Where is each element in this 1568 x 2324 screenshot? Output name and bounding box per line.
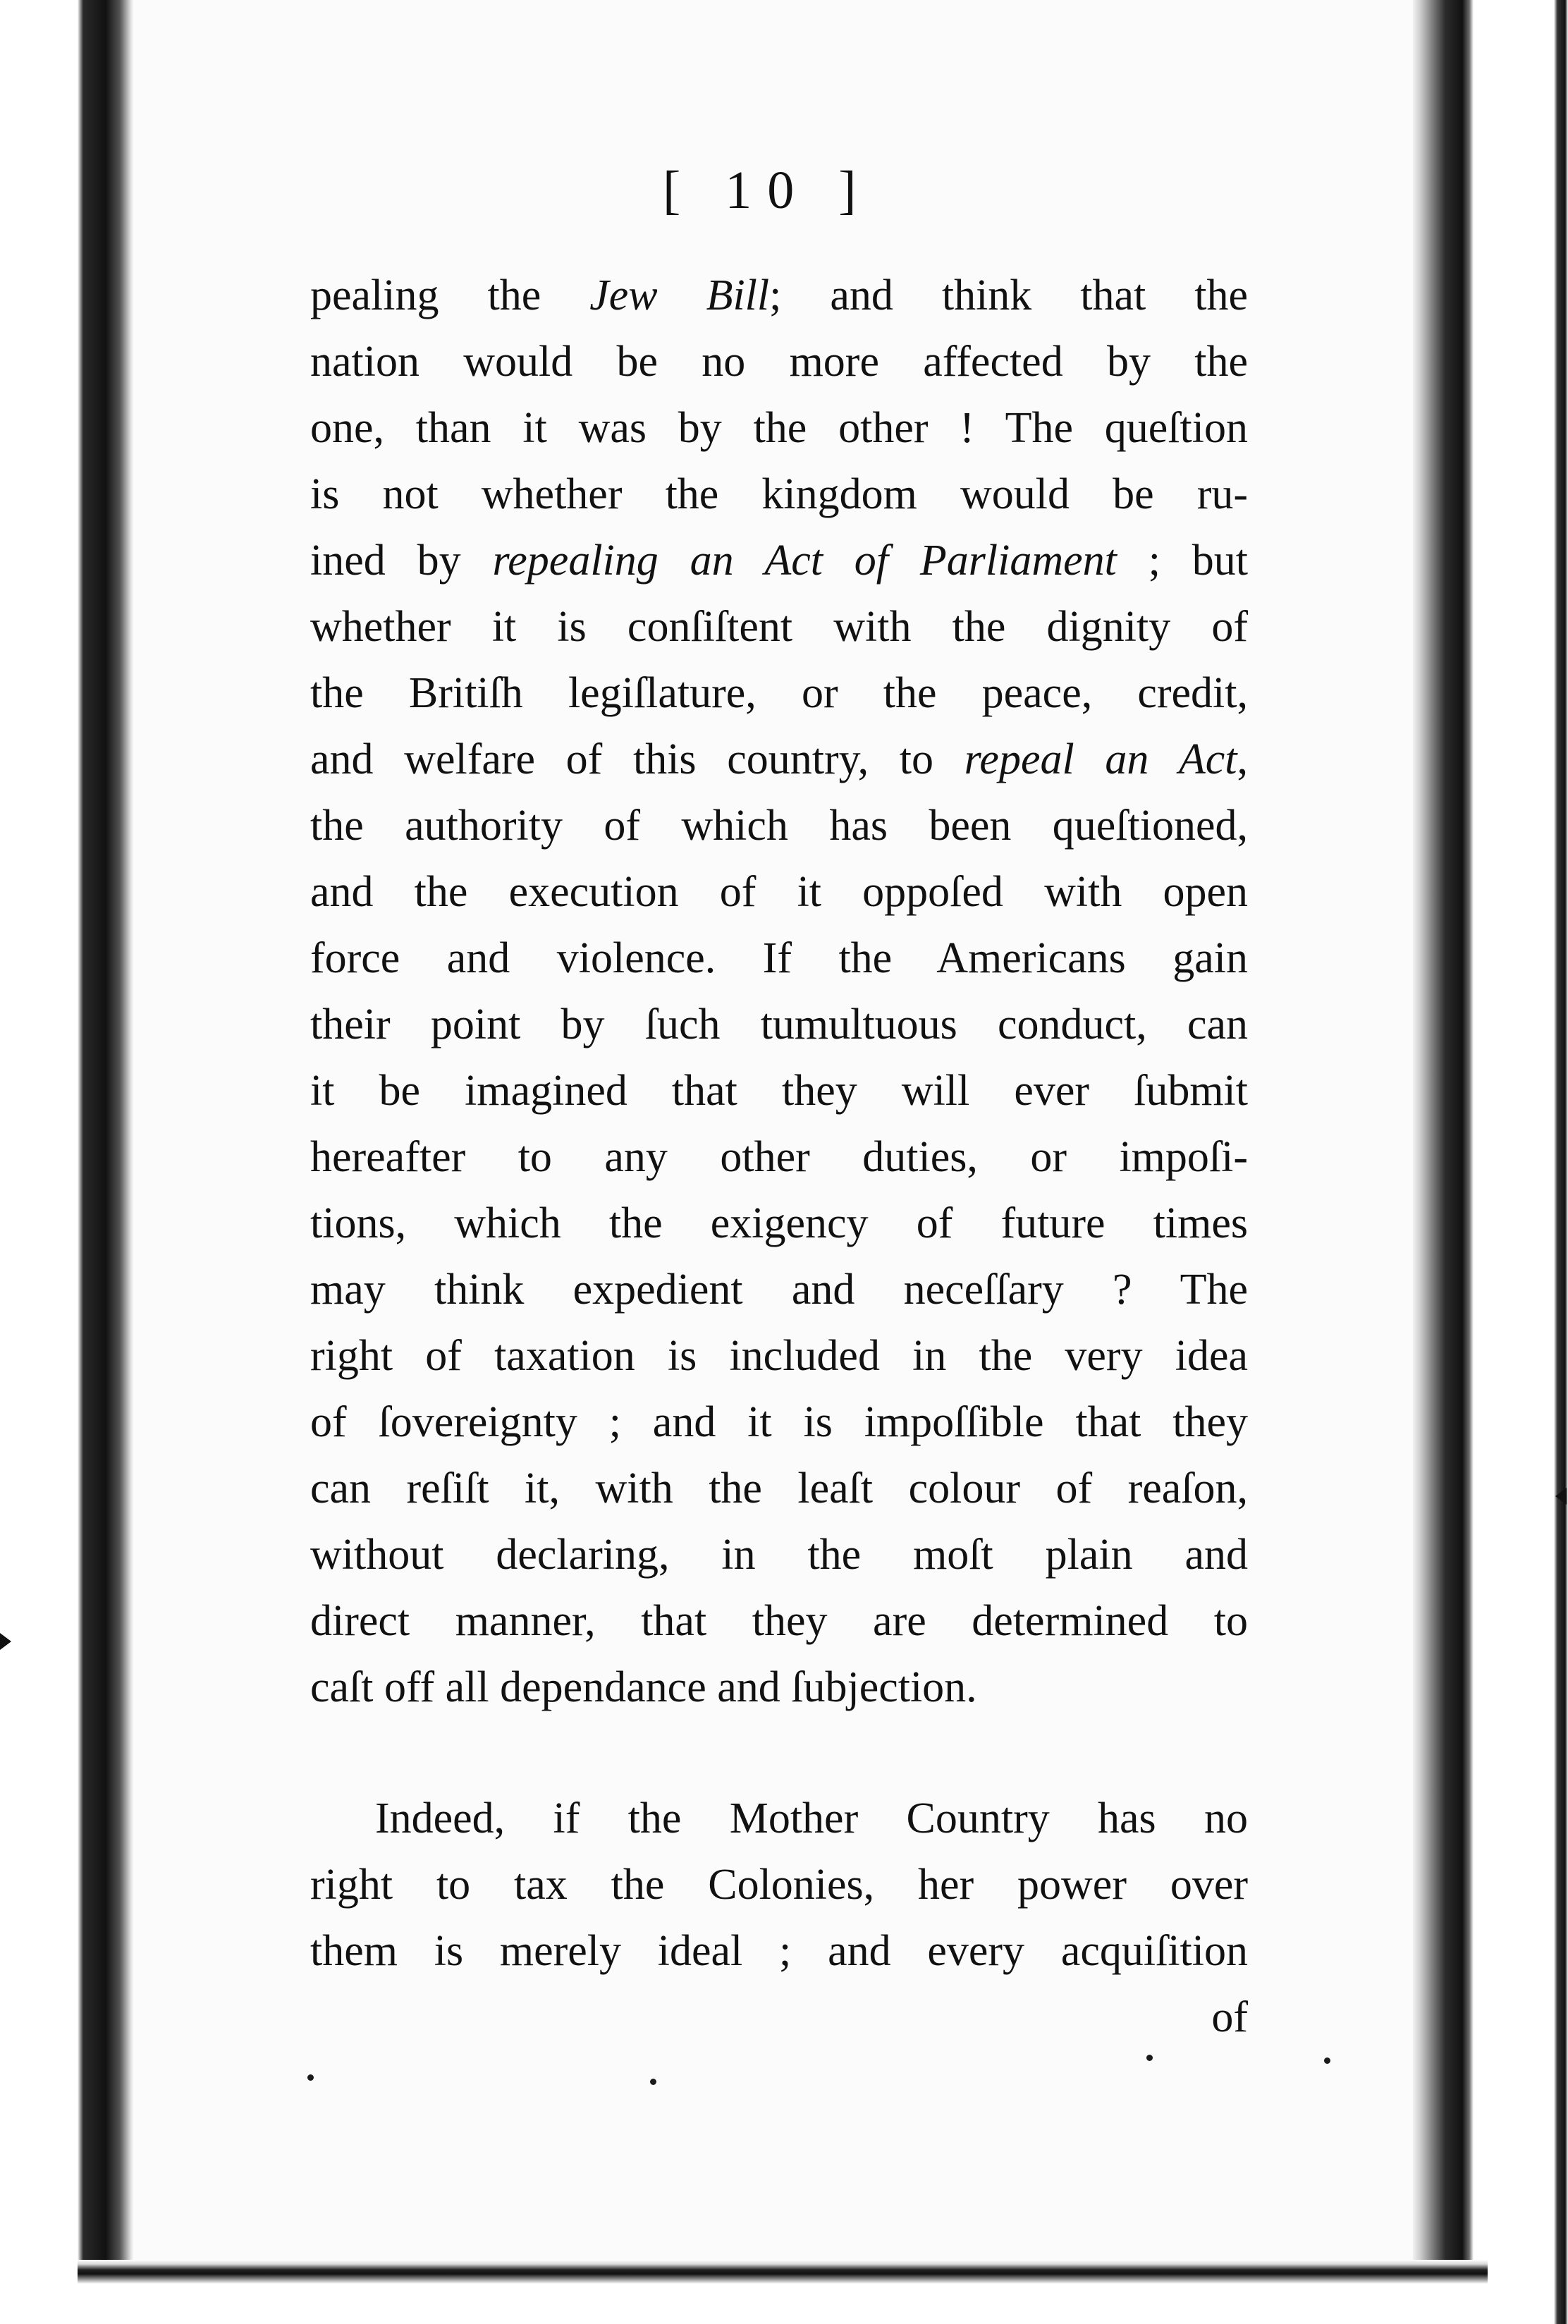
text-run: of ſovereignty ; and it is impoſſible that they [310,1398,1248,1446]
text-line [310,859,1248,925]
paragraph-gap [310,1720,1248,1785]
page-number: [ 10 ] [663,161,872,220]
catchword: of [1211,1993,1248,2041]
text-line [310,1058,1248,1124]
italic-phrase: repeal an Act [964,735,1237,783]
text-line [310,262,1248,329]
text-run: and welfare of this country, to [310,735,964,783]
text-line [310,527,1248,594]
text-line [310,1190,1248,1256]
text-line [310,1323,1248,1389]
scan-edge-mark [1555,1488,1567,1505]
text-run: it be imagined that they will ever ſubmit [310,1067,1248,1115]
text-run: is not whether the kingdom would be ru- [310,470,1248,518]
text-run: hereafter to any other duties, or impoſi- [310,1133,1248,1181]
text-line [310,1455,1248,1522]
text-line [310,1785,1248,1852]
text-line [310,461,1248,527]
text-run: ; but [1116,537,1249,585]
text-run: ; and think that the [769,271,1248,319]
scan-speck [650,2079,656,2085]
text-run: right to tax the Colonies, her power over [310,1861,1248,1909]
text-line [310,1588,1248,1654]
page-edge-bottom [78,2260,1488,2324]
italic-phrase: Jew Bill [589,271,770,319]
text-run: and the execution of it oppoſed with open [310,868,1248,916]
text-line [310,1124,1248,1190]
text-line [310,1654,1248,1720]
text-run: the Britiſh legiſlature, or the peace, credit, [310,669,1248,717]
body-text [310,262,1248,2050]
page-edge-right [1413,0,1568,2324]
text-line [310,1918,1248,1984]
text-line [310,1852,1248,1918]
text-line [310,660,1248,726]
text-run: ined by [310,537,493,585]
text-run: , [1237,735,1248,783]
text-run: tions, which the exigency of future times [310,1199,1248,1247]
text-run: whether it is conſiſtent with the dignity of [310,603,1248,651]
text-run: caſt off all dependance and ſubjection. [310,1663,977,1711]
text-run: may think expedient and neceſſary ? The [310,1266,1248,1314]
binding-gutter [0,0,134,2324]
text-line [310,925,1248,991]
text-run: can reſiſt it, with the leaſt colour of reaſon, [310,1464,1248,1512]
scan-edge-mark [0,1633,11,1650]
italic-phrase: repealing an Act of Parliament [492,537,1117,585]
text-run: nation would be no more affected by the [310,338,1248,386]
scan-speck [1324,2057,1330,2064]
text-line [310,726,1248,793]
text-run: their point by ſuch tumultuous conduct, can [310,1001,1248,1048]
text-line [310,329,1248,395]
text-run: right of taxation is included in the very idea [310,1332,1248,1380]
text-line [310,594,1248,660]
text-line [310,793,1248,859]
text-run: force and violence. If the Americans gain [310,934,1248,982]
text-line [310,1522,1248,1588]
text-run: the authority of which has been queſtioned, [310,802,1248,850]
text-run: pealing the [310,271,590,319]
text-run: them is merely ideal ; and every acquiſition [310,1927,1248,1975]
text-run: Indeed, if the Mother Country has no [375,1794,1248,1842]
text-line [310,395,1248,461]
text-run: one, than it was by the other ! The queſtion [310,404,1248,452]
scan-speck [307,2074,314,2081]
scan-speck [1146,2055,1153,2061]
text-line [310,991,1248,1058]
text-run: without declaring, in the moſt plain and [310,1531,1248,1579]
text-run: direct manner, that they are determined to [310,1597,1248,1645]
text-line [310,1256,1248,1323]
text-line [310,1389,1248,1455]
